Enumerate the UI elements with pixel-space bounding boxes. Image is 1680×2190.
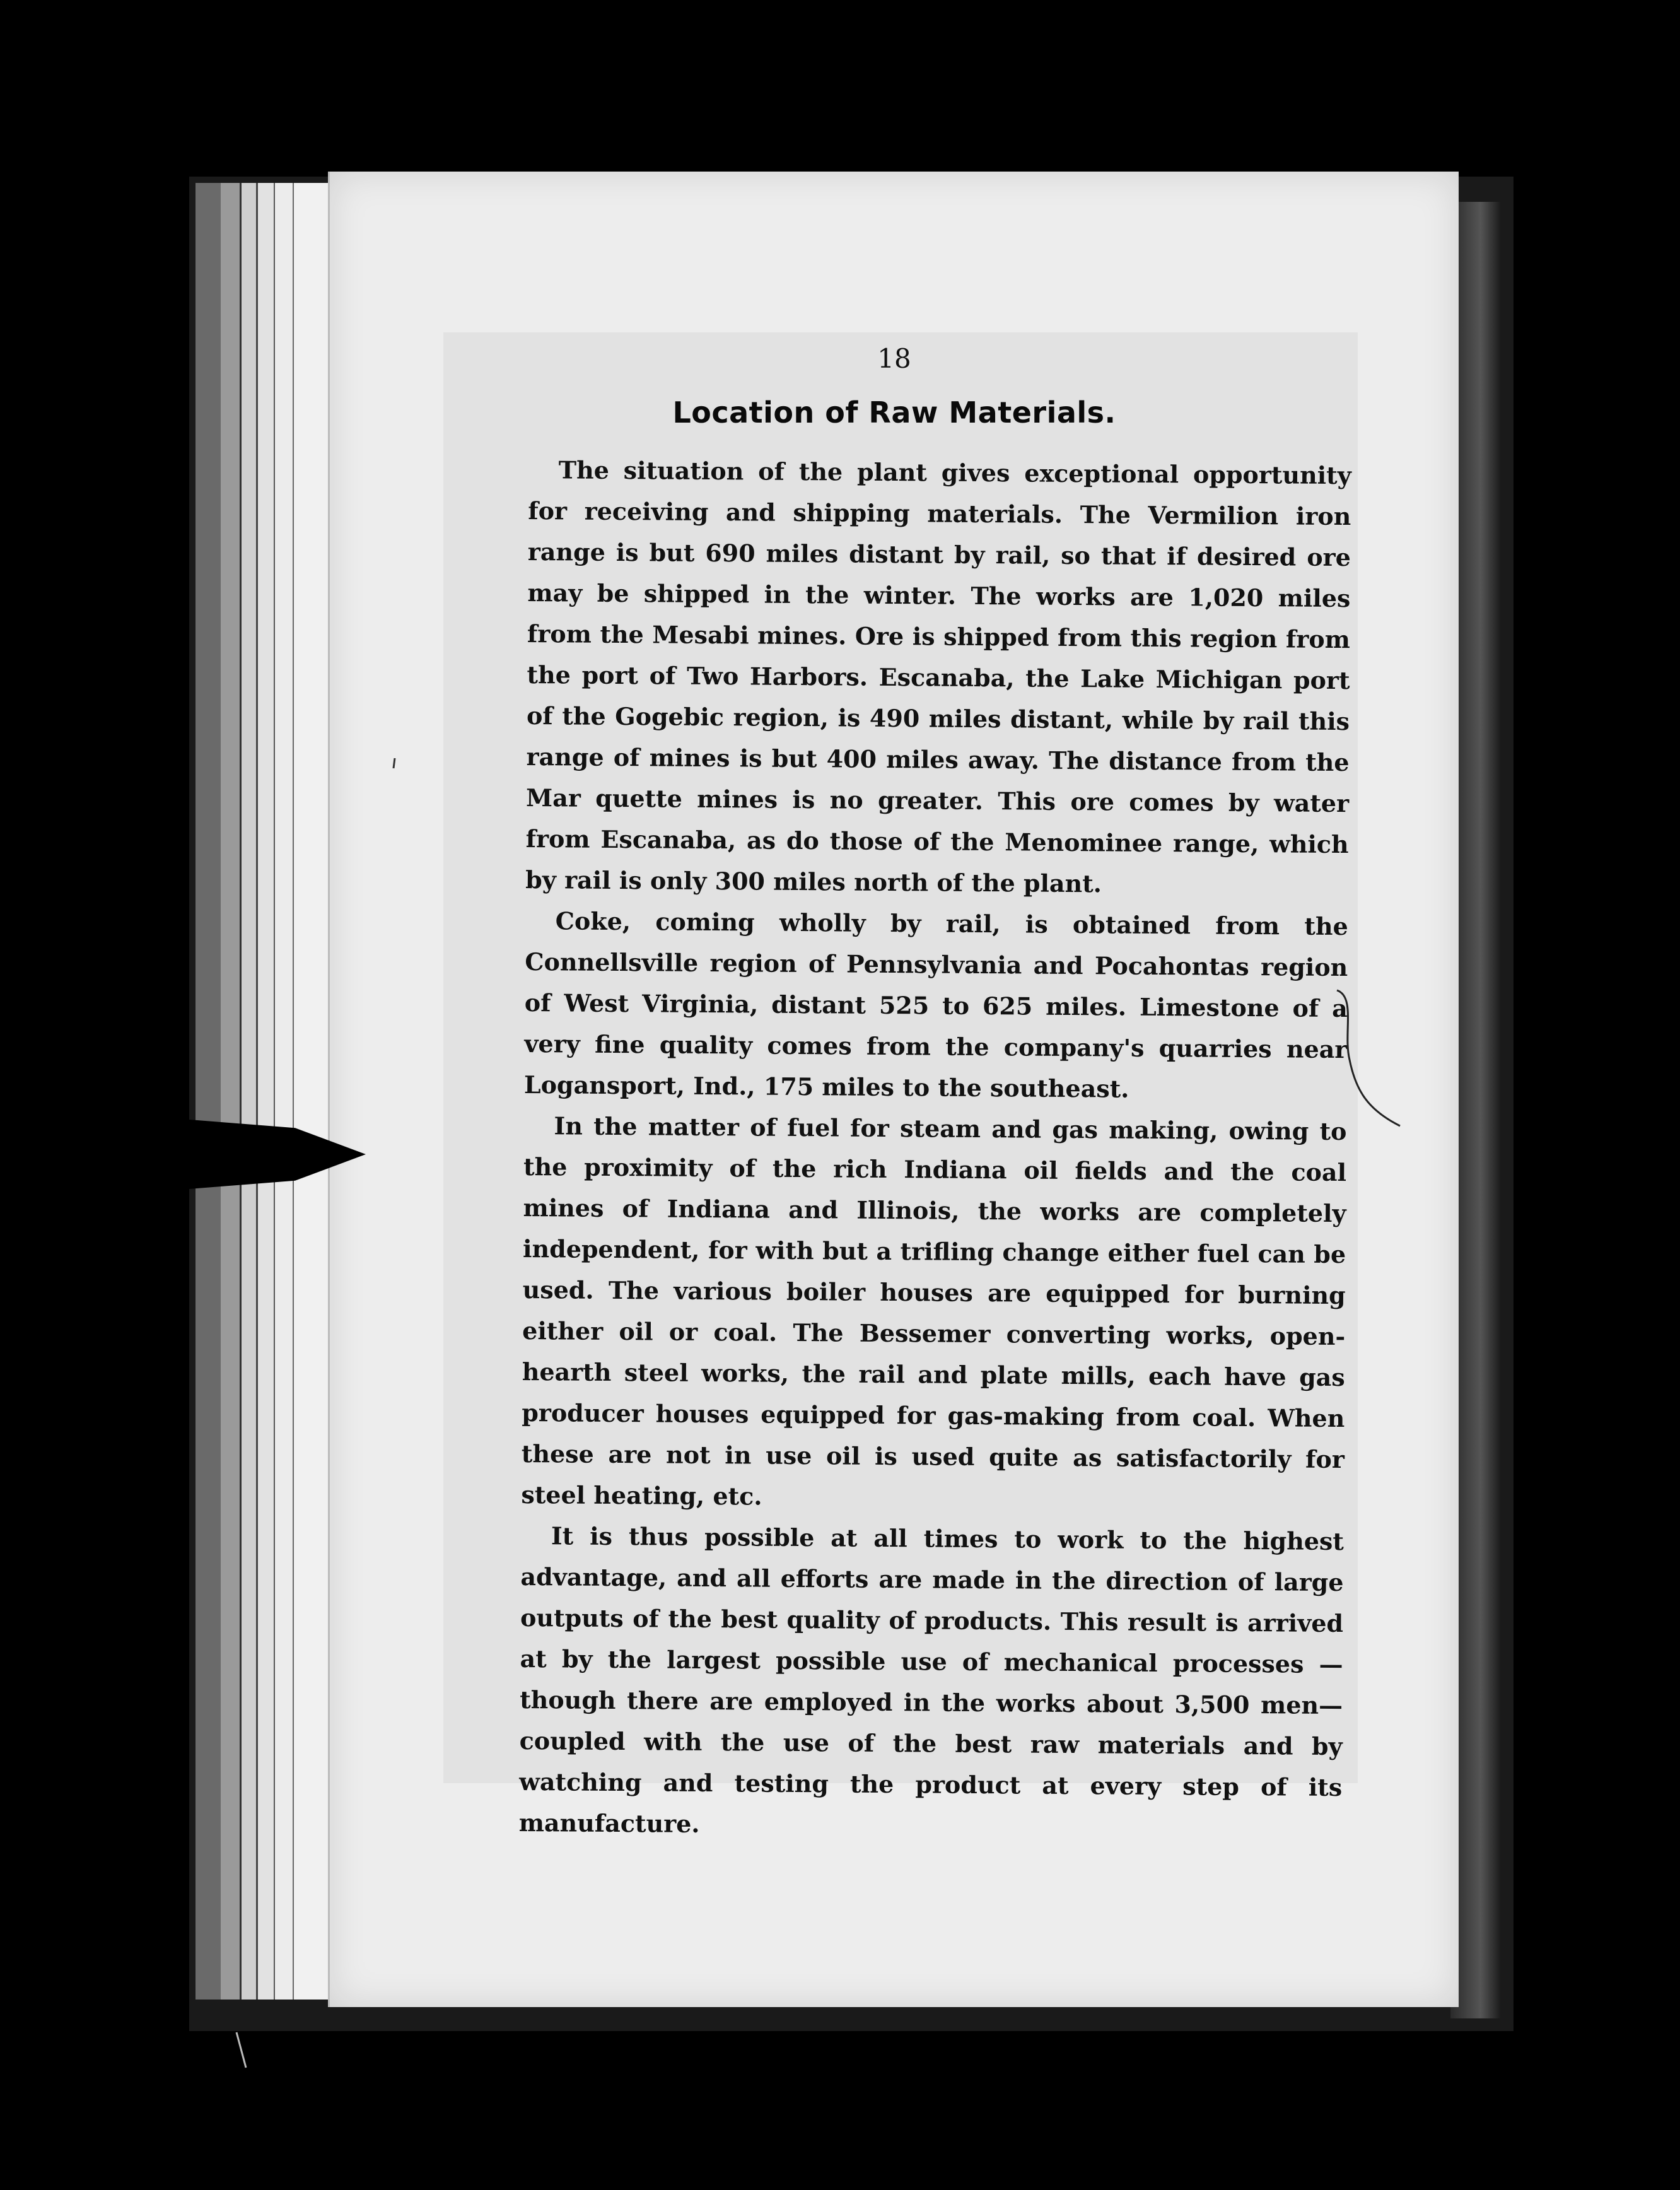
page-number: 18: [877, 343, 911, 374]
stray-mark: [391, 757, 399, 770]
section-title: Location of Raw Materials.: [672, 395, 1116, 430]
page-edge: [274, 183, 294, 2000]
page-edge: [240, 183, 258, 2000]
page-edge: [256, 183, 276, 2000]
paragraph: In the matter of fuel for steam and gas making, owing to the proximity of the rich Indiana oil fields and the coal mines of Indiana and Illinois, the works are completely independent, for with but a trifling change either fuel can be used. The various boiler houses are equipped for burning either oil or coal. The Bessemer converting works, open-hearth steel works, the rail and plate mills, each have gas producer houses equipped for gas-making from coal. When these are not in use oil is used quite as satisfactorily for steel heating, etc.: [521, 1111, 1347, 1511]
page-edge: [221, 183, 240, 2000]
body-text: [519, 449, 1351, 1849]
paragraph: It is thus possible at all times to work to the highest advantage, and all efforts are made in the direction of large outputs of the best quality of products. This result is arrived at by the largest possible use of mechanical processes —though there are employed in the works about 3,500 men—coupled with the use of the best raw materials and by watching and testing the product at every step of its manufacture.: [518, 1521, 1345, 1838]
paragraph: The situation of the plant gives exceptional opportunity for receiving and shipping materials. The Vermilion iron range is but 690 miles distant by rail, so that if desired ore may be shipped in the winter. The works are 1,020 miles from the Mesabi mines. Ore is shipped from this region from the port of Two Harbors. Escanaba, the Lake Michigan port of the Gogebic region, is 490 miles distant, while by rail this range of mines is but 400 miles away. The distance from the Mar quette mines is no greater. This ore comes by water from Escanaba, as do those of the Menominee range, which by rail is only 300 miles north of the plant.: [525, 455, 1351, 898]
paragraph: Coke, coming wholly by rail, is obtained from the Connellsville region of Pennsylvania and Pocahontas region of West Virginia, distant 525 to 625 miles. Limestone of a very fine quality comes from the company's quarries near Logansport, Ind., 175 miles to the southeast.: [523, 906, 1348, 1103]
pencil-bracket-mark: [1331, 984, 1406, 1135]
page-edge: [195, 183, 221, 2000]
page-edge: [293, 183, 329, 2000]
book-page: [328, 172, 1459, 2007]
stray-mark: [233, 2031, 252, 2069]
